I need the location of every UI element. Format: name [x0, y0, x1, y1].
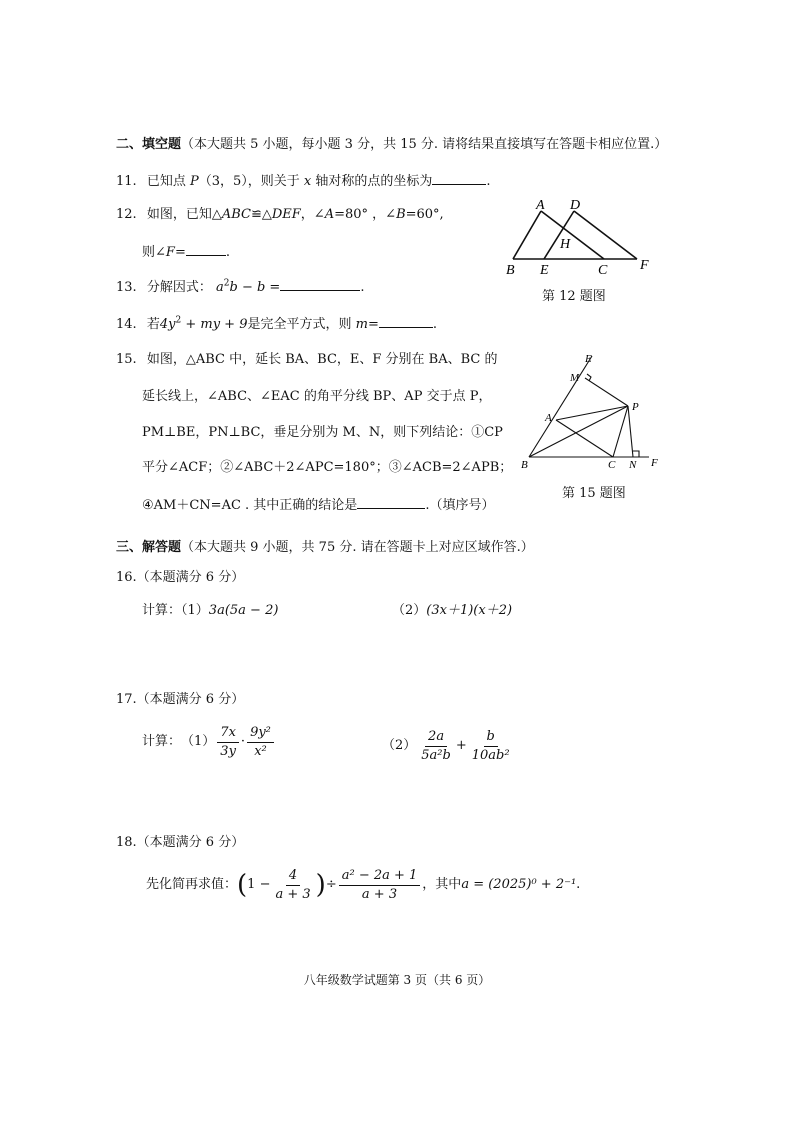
- q15-label-A: A: [545, 412, 552, 424]
- question-15-line1: [116, 352, 498, 368]
- q12-answer-blank: [186, 243, 226, 256]
- q11-text-b: （3，5），则关于: [198, 174, 304, 189]
- q15-answer-blank: [357, 496, 425, 509]
- q15-line-PM: [585, 378, 628, 406]
- q12-figure: [500, 196, 660, 281]
- q17-p2-f1-num: 2a: [425, 729, 447, 747]
- section3-title: 三、解答题: [116, 540, 182, 555]
- q18-f2-den: a + 3: [361, 886, 398, 902]
- q15-line-CP: [613, 406, 628, 457]
- q13-expr-b: b − b =: [229, 280, 281, 295]
- q12-text: =: [174, 245, 186, 260]
- q15-line-AP: [556, 406, 628, 420]
- question-15-line5: [142, 496, 494, 514]
- question-14: [116, 315, 437, 333]
- q18-f1-num: 4: [286, 868, 300, 886]
- q12-text: =80° ，∠: [334, 207, 397, 222]
- q18-right-paren: ): [315, 869, 326, 900]
- q12-label-C: C: [598, 263, 608, 278]
- q17-p2-f1-den: 5a²b: [421, 747, 451, 763]
- q18-f1-den: a + 3: [275, 886, 311, 902]
- q12-line-AB: [513, 211, 541, 259]
- question-12-line2: [142, 243, 230, 261]
- q14-expr-a: 4y: [159, 317, 176, 332]
- q12-number: 12.: [116, 207, 137, 222]
- q15-label-N: N: [629, 459, 637, 471]
- q12-label-F: F: [640, 258, 649, 273]
- q12-label-E: E: [540, 263, 549, 278]
- q11-end: .: [486, 174, 491, 189]
- q18-body: [146, 868, 580, 902]
- q12-text: 如图，已知△: [146, 207, 222, 222]
- q15-text: 如图，△ABC 中，延长 BA、BC，E、F 分别在 BA、BC 的: [146, 352, 498, 367]
- q15-label-F: F: [651, 457, 658, 469]
- q12-tri2: DEF: [271, 207, 301, 222]
- q15-number: 15.: [116, 352, 137, 367]
- q15-text: ④AM＋CN=AC . 其中正确的结论是: [142, 498, 358, 513]
- q12-label-A: A: [536, 198, 545, 213]
- q13-expr-a: a: [215, 280, 224, 295]
- q12-line-AC: [541, 211, 604, 259]
- q17-label: 计算：: [142, 734, 182, 750]
- q17-p2-fraction-2: [469, 729, 513, 763]
- q11-var: P: [189, 174, 199, 189]
- q17-p1-f2-num: 9y²: [247, 725, 274, 743]
- q18-fraction-1: [272, 868, 313, 902]
- q17-p1-dot: ·: [240, 734, 246, 750]
- q17-p1-fraction-1: [217, 725, 239, 759]
- q17-p2-plus: +: [455, 738, 467, 754]
- q18-header: 18.（本题满分 6 分）: [116, 835, 245, 850]
- q12-angA: A: [324, 207, 335, 222]
- q12-text: =60°,: [405, 207, 444, 222]
- q12-label-B: B: [506, 263, 515, 278]
- q15-label-M: M: [570, 372, 580, 384]
- q12-text: 则∠: [142, 245, 166, 260]
- question-12-line1: [116, 207, 444, 223]
- q15-right-angle-N: [633, 451, 639, 457]
- q17-header: 17.（本题满分 6 分）: [116, 692, 245, 707]
- q18-tail-end: .: [576, 877, 581, 893]
- q14-text: =: [367, 317, 379, 332]
- q12-cong: ≌△: [250, 207, 272, 222]
- q14-var: m: [355, 317, 368, 332]
- q18-div: ÷: [325, 877, 337, 893]
- q17-p1-f1-num: 7x: [217, 725, 239, 743]
- q15-figure-caption: 第 15 题图: [562, 486, 626, 501]
- q14-end: .: [432, 317, 437, 332]
- q18-tail-expr: a = (2025)⁰ + 2⁻¹: [461, 877, 577, 893]
- q18-f2-num: a² − 2a + 1: [339, 868, 421, 886]
- q16-label: 计算：: [142, 603, 182, 618]
- q15-figure: [515, 350, 670, 475]
- q12-label-D: D: [570, 198, 581, 213]
- q16-part2: [392, 603, 512, 619]
- q18-tail-text: ，其中: [422, 877, 462, 893]
- q15-line-PN: [628, 406, 633, 457]
- q13-text: 分解因式：: [146, 280, 212, 295]
- q11-number: 11.: [116, 174, 137, 189]
- q17-p1-f2-den: x²: [254, 743, 267, 759]
- q18-left-paren: (: [237, 869, 248, 900]
- section2-heading: [116, 137, 667, 153]
- q17-body: [142, 725, 276, 759]
- q16-part1-expr: 3a(5a − 2): [208, 603, 279, 618]
- q15-label-B: B: [521, 459, 528, 471]
- q16-part2-label: （2）: [392, 603, 427, 618]
- question-15-line4: 平分∠ACF；②∠ABC＋2∠APC=180°；③∠ACB=2∠APB；: [142, 460, 513, 475]
- q12-line-DF: [574, 211, 637, 259]
- question-15-line2: 延长线上，∠ABC、∠EAC 的角平分线 BP、AP 交于点 P，: [142, 389, 492, 404]
- question-15-line3: PM⊥BE，PN⊥BC，垂足分别为 M、N，则下列结论：①CP: [142, 425, 503, 440]
- q12-end: .: [225, 245, 230, 260]
- q14-expr-b: + my + 9: [181, 317, 248, 332]
- q15-line-BP: [529, 406, 628, 457]
- q17-part2-label: （2）: [382, 738, 417, 754]
- q16-body: [142, 603, 278, 619]
- q18-fraction-2: [339, 868, 421, 902]
- q17-p1-f1-den: 3y: [220, 743, 236, 759]
- question-11: [116, 172, 491, 190]
- section2-desc: （本大题共 5 小题，每小题 3 分，共 15 分. 请将结果直接填写在答题卡相应位置.）: [181, 137, 668, 152]
- q15-line-BE: [529, 356, 592, 457]
- q15-text: .（填序号）: [425, 498, 495, 513]
- q14-text: 是完全平方式，则: [247, 317, 356, 332]
- q17-p2-f2-num: b: [484, 729, 498, 747]
- section3-desc: （本大题共 9 小题，共 75 分. 请在答题卡上对应区域作答.）: [181, 540, 534, 555]
- q13-exp: 2: [223, 278, 230, 289]
- q12-angF: F: [165, 245, 175, 260]
- q17-p1-fraction-2: [247, 725, 274, 759]
- q11-axis: x: [303, 174, 312, 189]
- q14-text: 若: [146, 317, 160, 332]
- q18-label: 先化简再求值：: [146, 877, 238, 893]
- q12-tri1: ABC: [221, 207, 251, 222]
- q17-p2-fraction-1: [418, 729, 454, 763]
- q14-exp: 2: [175, 315, 182, 326]
- q12-label-H: H: [560, 237, 571, 252]
- q15-label-C: C: [608, 459, 616, 471]
- q17-p2-f2-den: 10ab²: [471, 747, 510, 763]
- q16-part1-label: （1）: [181, 603, 209, 618]
- q16-part2-expr: (3x＋1)(x＋2): [426, 603, 513, 618]
- q17-part1-label: （1）: [181, 734, 216, 750]
- q12-angB: B: [396, 207, 406, 222]
- q12-figure-caption: 第 12 题图: [542, 289, 606, 304]
- q13-end: .: [360, 280, 365, 295]
- q12-text: ，∠: [300, 207, 325, 222]
- q11-text-a: 已知点: [146, 174, 190, 189]
- q16-header: 16.（本题满分 6 分）: [116, 570, 245, 585]
- q18-one-minus: 1 −: [247, 877, 271, 893]
- q11-answer-blank: [432, 172, 486, 185]
- q13-number: 13.: [116, 280, 137, 295]
- question-13: [116, 278, 364, 296]
- section3-heading: [116, 540, 534, 556]
- section2-title: 二、填空题: [116, 137, 182, 152]
- q11-text-c: 轴对称的点的坐标为: [311, 174, 433, 189]
- page-footer: 八年级数学试题第 3 页（共 6 页）: [303, 973, 491, 987]
- q14-number: 14.: [116, 317, 137, 332]
- q15-label-P: P: [632, 401, 639, 413]
- q17-part2: [382, 729, 515, 763]
- q14-answer-blank: [379, 315, 433, 328]
- q13-answer-blank: [280, 278, 360, 291]
- q15-label-E: E: [585, 353, 592, 365]
